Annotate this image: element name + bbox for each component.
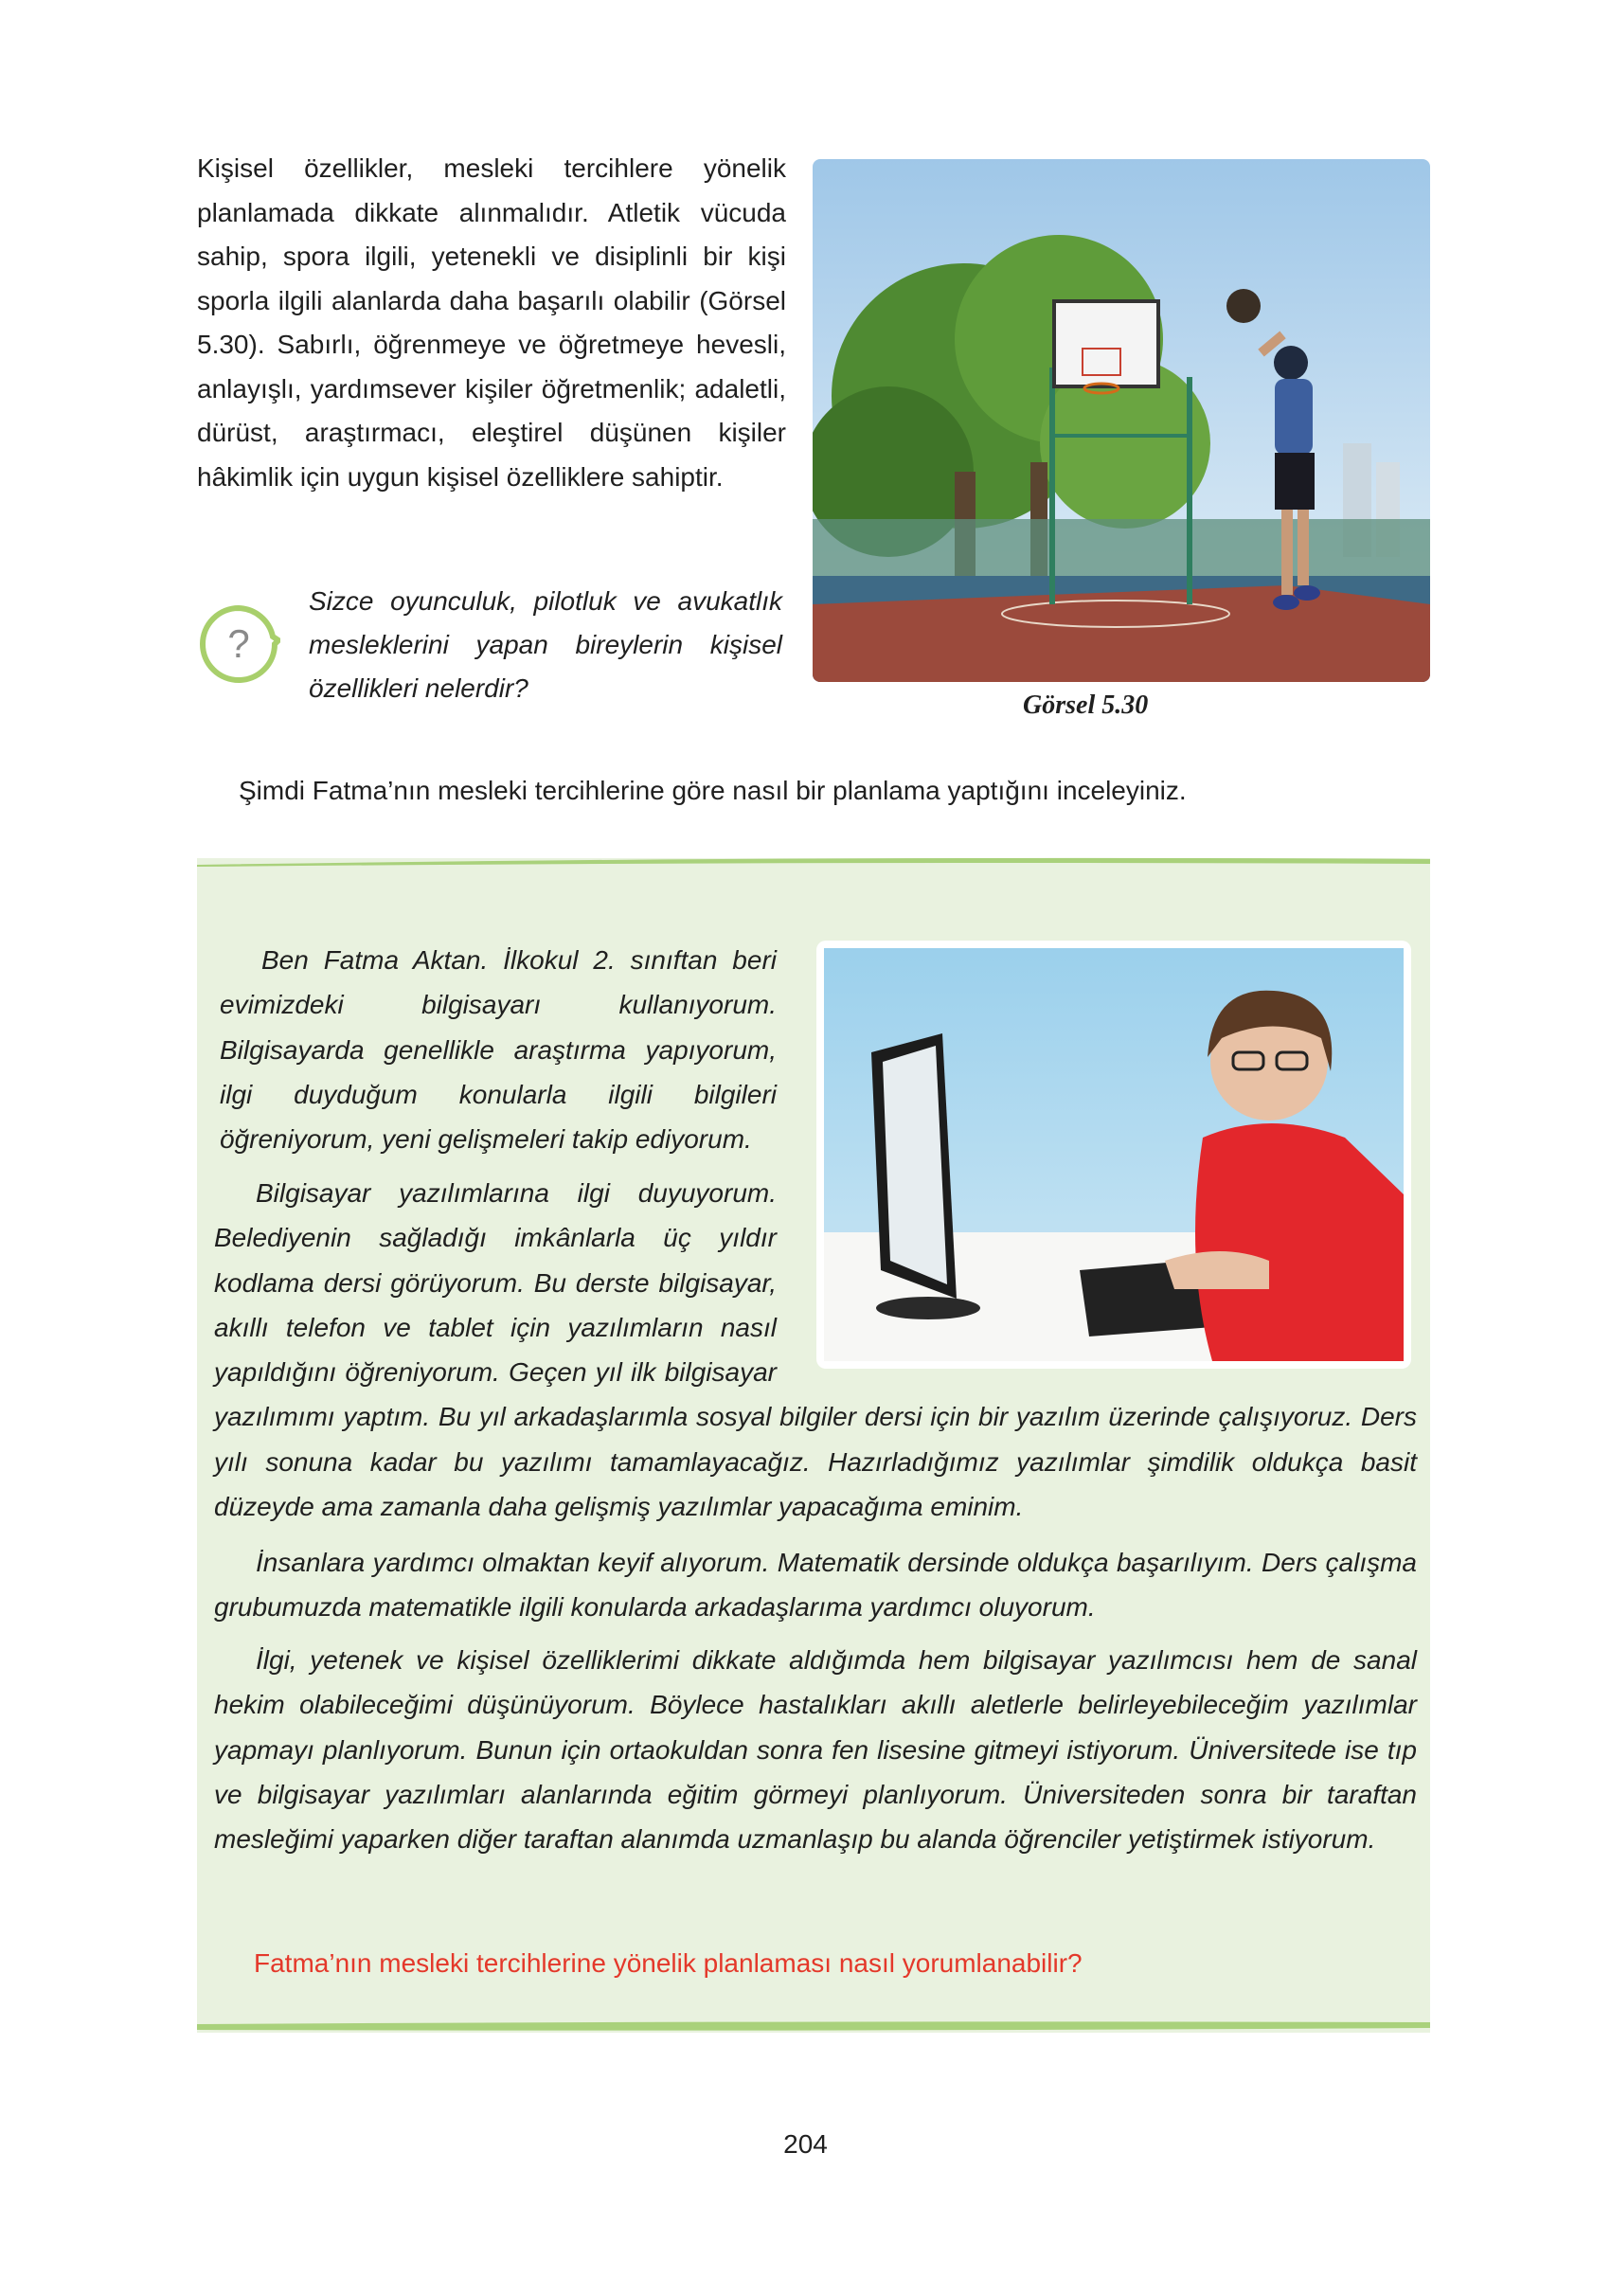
figure-caption: Görsel 5.30 [1023, 691, 1149, 720]
intro-paragraph: Kişisel özellikler, mesleki tercihlere yönelik planlamada dikkate alınmalıdır. Atletik vücuda sahip, spora ilgili, yetenekli ve disiplinli bir kişi sporla ilgili alanlarda daha başarılı olabilir (Görsel 5.30). Sabırlı, öğrenmeye ve öğretmeye hevesli, anlayışlı, yardımsever kişiler öğretmenlik; adaletli, dürüst, araştırmacı, eleştirel düşünen kişiler hâkimlik için uygun kişisel özelliklere sahiptir. [197, 153, 786, 492]
question-text: Sizce oyunculuk, pilotluk ve avukatlık mesleklerini yapan bireylerin kişisel özellikleri nelerdir? [309, 586, 782, 703]
story-paragraph-4: İlgi, yetenek ve kişisel özelliklerimi dikkate aldığımda hem bilgisayar yazılımcısı hem de sanal hekim olabileceğimi düşünüyorum. Böylece hastalıkları akıllı aletlerle belirleyebileceğim yazılımlar yapmayı planlıyorum. Bunun için ortaokuldan sonra fen lisesine gitmeyi istiyorum. Üniversitede ise tıp ve bilgisayar yazılımları alanlarında eğitim görmeyi planlıyorum. Üniversiteden sonra bir taraftan mesleğimi yaparken diğer taraftan alanımda uzmanlaşıp bu alanda öğrenciler yetiştirmek istiyorum. [214, 1645, 1417, 1855]
story-paragraph-3: İnsanlara yardımcı olmaktan keyif alıyorum. Matematik dersinde oldukça başarılıyım. Ders çalışma grubumuzda matematikle ilgili konularda arkadaşlarıma yardımcı oluyorum. [214, 1548, 1417, 1623]
text-wrap-spacer [777, 1171, 1417, 1362]
story-paragraph-2-text: Bilgisayar yazılımlarına ilgi duyuyorum. Belediyenin sağladığı imkânlarla üç yıldır kodlama dersi görüyorum. Bu derste bilgisayar, akıllı telefon ve tablet için yazılımların nasıl yapıldığını öğreniyorum. Geçen yıl ilk bilgisayar yazılımımı yaptım. Bu yıl arkadaşlarımla sosyal bilgiler dersi için bir yazılım üzerinde çalışıyoruz. Ders yılı sonuna kadar bu yazılımı tamamlayacağız. Hazırladığımız yazılımlar şimdilik oldukça basit düzeyde ama zamanla daha gelişmiş yazılımlar yapacağıma eminim. [214, 1178, 1417, 1522]
story-paragraph-1: Ben Fatma Aktan. İlkokul 2. sınıftan beri evimizdeki bilgisayarı kullanıyorum. Bilgisayarda genellikle araştırma yapıyorum, ilgi duyduğum konularla ilgili bilgileri öğreniyorum, yeni gelişmeleri takip ediyorum. [220, 945, 777, 1155]
instruction-text: Şimdi Fatma’nın mesleki tercihlerine göre nasıl bir planlama yaptığını inceleyiniz. [239, 776, 1187, 805]
story-box-top-border [197, 854, 1430, 866]
page-number: 204 [783, 2129, 828, 2159]
question-icon [197, 602, 280, 686]
story-paragraph-2 [214, 1171, 1417, 1529]
story-box-bottom-border [197, 2019, 1430, 2031]
discussion-question: Fatma’nın mesleki tercihlerine yönelik planlaması nasıl yorumlanabilir? [254, 1948, 1083, 1978]
question-icon-symbol: ? [227, 621, 250, 666]
basketball-photo [813, 159, 1430, 682]
